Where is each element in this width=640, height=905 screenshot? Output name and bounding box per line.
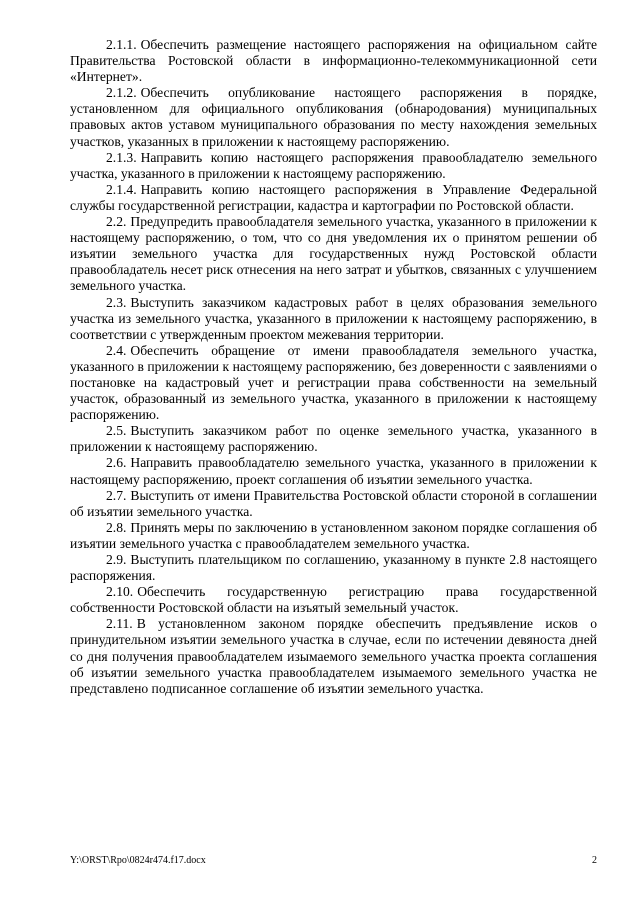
paragraph-text: Выступить заказчиком кадастровых работ в целях образования земельного участка из земельного участка, указанного в приложении к настоящему распоряжению, в соответствии с утвержденным проектом межевания территории. xyxy=(70,294,597,342)
paragraph-text: Обеспечить обращение от имени правообладателя земельного участка, указанного в приложении к настоящему распоряжению, без доверенности с заявлениями о постановке на кадастровый учет и регистрации права собственности на земельный участок, образованный из земельного участка, указанного в приложении к настоящему распоряжению. xyxy=(70,342,597,423)
paragraph-2-1-1 xyxy=(70,37,597,85)
paragraph-text: Обеспечить размещение настоящего распоряжения на официальном сайте Правительства Ростовской области в информационно-телекоммуникационной сети «Интернет». xyxy=(70,37,597,85)
paragraph-2-4 xyxy=(70,343,597,423)
paragraph-2-8 xyxy=(70,520,597,552)
paragraph-text: Направить правообладателю земельного участка, указанного в приложении к настоящему распоряжению, проект соглашения об изъятии земельного участка. xyxy=(70,455,597,487)
paragraph-text: Предупредить правообладателя земельного участка, указанного в приложении к настоящему распоряжению, о том, что со дня уведомления их о принятом решении об изъятии земельного участка для государственных нужд Ростовской области правообладатель несет риск отнесения на него затрат и убытков, связанных с улучшением земельного участка. xyxy=(70,214,597,294)
paragraph-number: 2.2. xyxy=(106,214,127,230)
paragraph-number: 2.11. xyxy=(106,616,133,632)
footer-page-number: 2 xyxy=(592,855,597,866)
paragraph-2-1-2 xyxy=(70,85,597,149)
paragraph-number: 2.1.2. xyxy=(106,85,137,101)
paragraph-number: 2.7. xyxy=(106,487,127,503)
paragraph-2-2 xyxy=(70,214,597,294)
paragraph-text: Выступить заказчиком работ по оценке земельного участка, указанного в приложении к настоящему распоряжению. xyxy=(70,423,597,455)
paragraph-2-9 xyxy=(70,552,597,584)
paragraph-number: 2.6. xyxy=(106,455,127,471)
paragraph-text: Выступить от имени Правительства Ростовской области стороной в соглашении об изъятии земельного участка. xyxy=(70,487,597,519)
paragraph-number: 2.10. xyxy=(106,584,134,600)
paragraph-2-5 xyxy=(70,423,597,455)
paragraph-text: Направить копию настоящего распоряжения правообладателю земельного участка, указанного в приложении к настоящему распоряжению. xyxy=(70,149,597,181)
paragraph-number: 2.3. xyxy=(106,294,127,310)
paragraph-text: В установленном законом порядке обеспечить предъявление исков о принудительном изъятии земельного участка в случае, если по истечении девяноста дней со дня получения правообладателем изымаемого земельного участка проекта соглашения об изъятии земельного участка правообладателем изымаемого земельного участка не представлено подписанное соглашение об изъятии земельного участка. xyxy=(70,616,597,696)
paragraph-2-11 xyxy=(70,616,597,696)
paragraph-number: 2.1.1. xyxy=(106,37,137,52)
paragraph-text: Выступить плательщиком по соглашению, указанному в пункте 2.8 настоящего распоряжения. xyxy=(70,552,597,584)
paragraph-text: Принять меры по заключению в установленном законом порядке соглашения об изъятии земельного участка с правообладателем земельного участка. xyxy=(70,519,597,551)
paragraph-text: Направить копию настоящего распоряжения в Управление Федеральной службы государственной регистрации, кадастра и картографии по Ростовской области. xyxy=(70,181,597,213)
paragraph-number: 2.8. xyxy=(106,519,127,535)
paragraph-number: 2.9. xyxy=(106,552,127,567)
paragraph-2-10 xyxy=(70,584,597,616)
document-body xyxy=(70,37,597,697)
paragraph-text: Обеспечить государственную регистрацию права государственной собственности Ростовской области на изъятый земельный участок. xyxy=(70,584,597,616)
paragraph-2-3 xyxy=(70,295,597,343)
paragraph-number: 2.1.4. xyxy=(106,181,137,197)
paragraph-2-1-4 xyxy=(70,182,597,214)
paragraph-2-1-3 xyxy=(70,150,597,182)
footer-file-path: Y:\ORST\Rpo\0824r474.f17.docx xyxy=(70,855,206,866)
paragraph-text: Обеспечить опубликование настоящего распоряжения в порядке, установленном для официального опубликования (обнародования) муниципальных правовых актов уставом муниципального образования по месту нахождения земельных участков, указанных в приложении к настоящему распоряжению. xyxy=(70,85,597,149)
paragraph-2-7 xyxy=(70,488,597,520)
paragraph-number: 2.4. xyxy=(106,342,127,358)
paragraph-2-6 xyxy=(70,455,597,487)
paragraph-number: 2.5. xyxy=(106,423,127,439)
paragraph-number: 2.1.3. xyxy=(106,149,137,165)
